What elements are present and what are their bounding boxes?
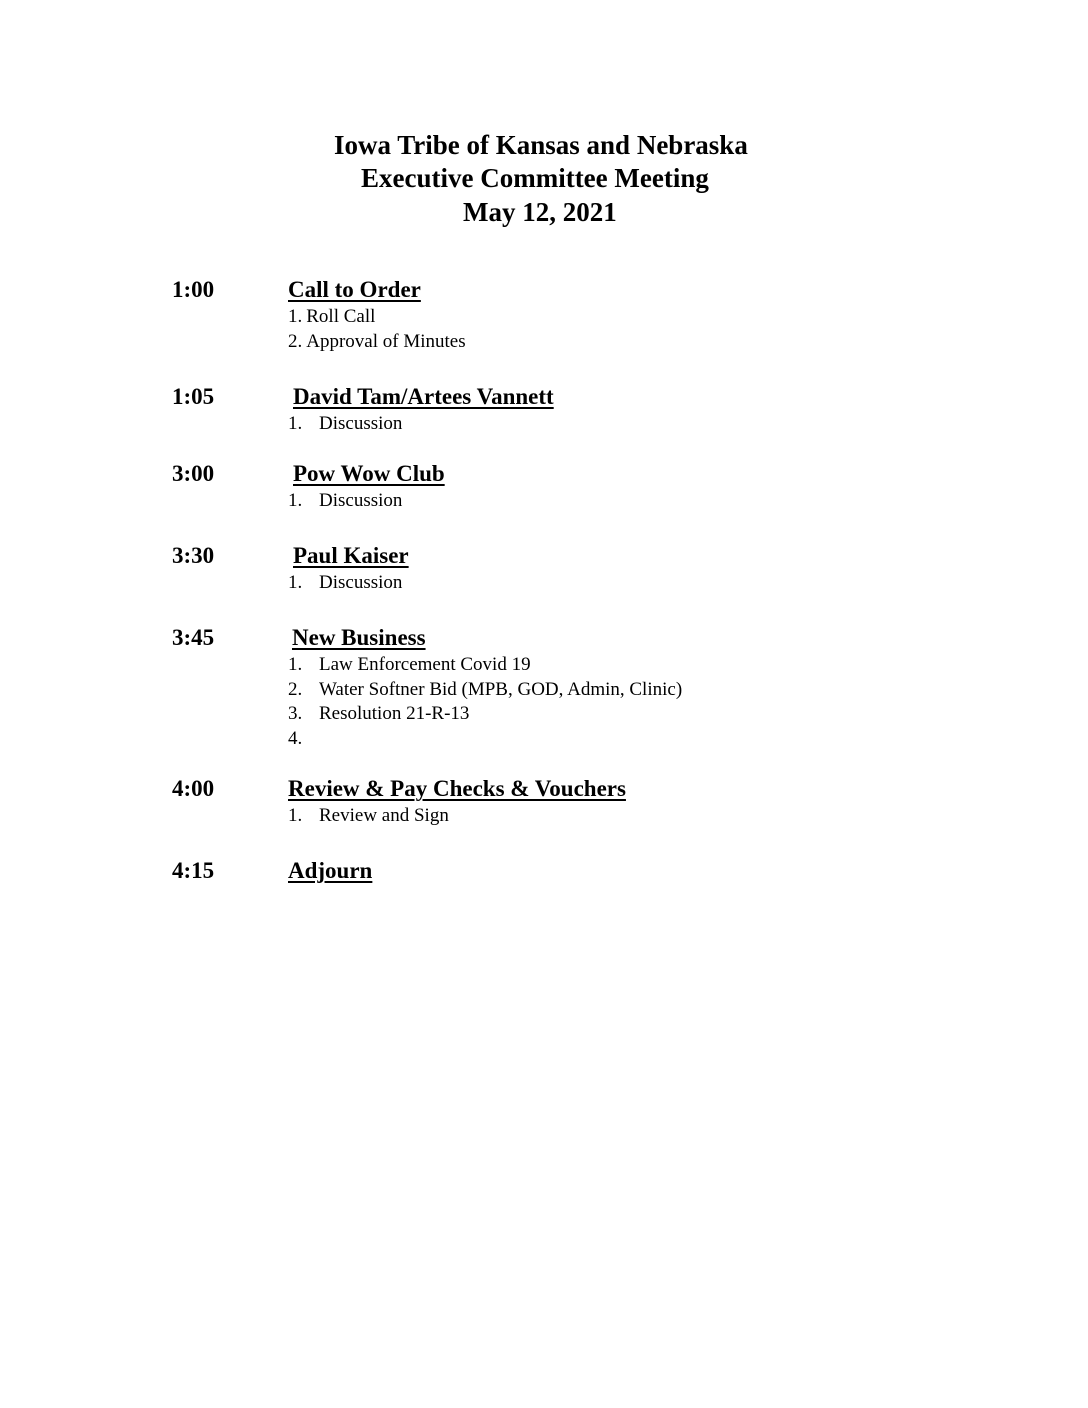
document-title-date: May 12, 2021 [463, 197, 617, 227]
agenda-heading: Paul Kaiser [293, 543, 409, 568]
agenda-subitems [288, 571, 402, 596]
subitem-text: Review and Sign [319, 805, 449, 826]
agenda-heading: Call to Order [288, 277, 421, 302]
agenda-subitems [288, 804, 449, 829]
agenda-time: 1:00 [172, 277, 215, 302]
agenda-subitem [288, 804, 449, 829]
agenda-subitems [288, 412, 402, 437]
subitem-text: Discussion [319, 572, 403, 593]
agenda-subitem [288, 727, 682, 752]
subitem-text: Approval of Minutes [306, 330, 466, 352]
agenda-subitem [288, 678, 682, 703]
subitem-text: Discussion [319, 413, 403, 434]
agenda-heading: David Tam/Artees Vannett [293, 384, 554, 409]
agenda-time: 3:00 [172, 461, 215, 486]
document-title-meeting: Executive Committee Meeting [361, 163, 709, 193]
agenda-subitems [288, 653, 682, 751]
agenda-time: 4:15 [172, 858, 215, 883]
agenda-subitem [288, 571, 402, 596]
subitem-number: 3. [288, 703, 303, 724]
agenda-time: 4:00 [172, 776, 215, 801]
subitem-text: Law Enforcement Covid 19 [319, 654, 531, 675]
subitem-text: Roll Call [306, 306, 376, 327]
agenda-time: 3:30 [172, 543, 215, 568]
agenda-heading: New Business [292, 625, 426, 650]
subitem-number: 1. [288, 490, 303, 511]
agenda-heading: Review & Pay Checks & Vouchers [288, 776, 626, 801]
agenda-time: 1:05 [172, 384, 215, 409]
agenda-subitem [288, 489, 402, 514]
subitem-number: 1. [288, 654, 303, 675]
agenda-heading: Pow Wow Club [293, 461, 445, 486]
subitem-number: 4. [288, 727, 303, 749]
agenda-subitem [288, 305, 466, 330]
subitem-number: 1. [288, 805, 303, 826]
subitem-number: 2. [288, 330, 303, 352]
subitem-number: 1. [288, 306, 303, 327]
subitem-number: 2. [288, 678, 303, 700]
subitem-number: 1. [288, 572, 303, 593]
agenda-subitem [288, 653, 682, 678]
agenda-subitems [288, 305, 466, 354]
document-title-organization: Iowa Tribe of Kansas and Nebraska [334, 130, 748, 160]
agenda-subitems [288, 489, 402, 514]
subitem-text: Water Softner Bid (MPB, GOD, Admin, Clinic) [319, 678, 683, 700]
agenda-time: 3:45 [172, 625, 215, 650]
subitem-text: Resolution 21-R-13 [319, 703, 470, 724]
subitem-text: Discussion [319, 490, 403, 511]
agenda-subitem [288, 702, 682, 727]
agenda-subitem [288, 330, 466, 355]
agenda-heading: Adjourn [288, 858, 373, 883]
subitem-number: 1. [288, 413, 303, 434]
agenda-subitem [288, 412, 402, 437]
